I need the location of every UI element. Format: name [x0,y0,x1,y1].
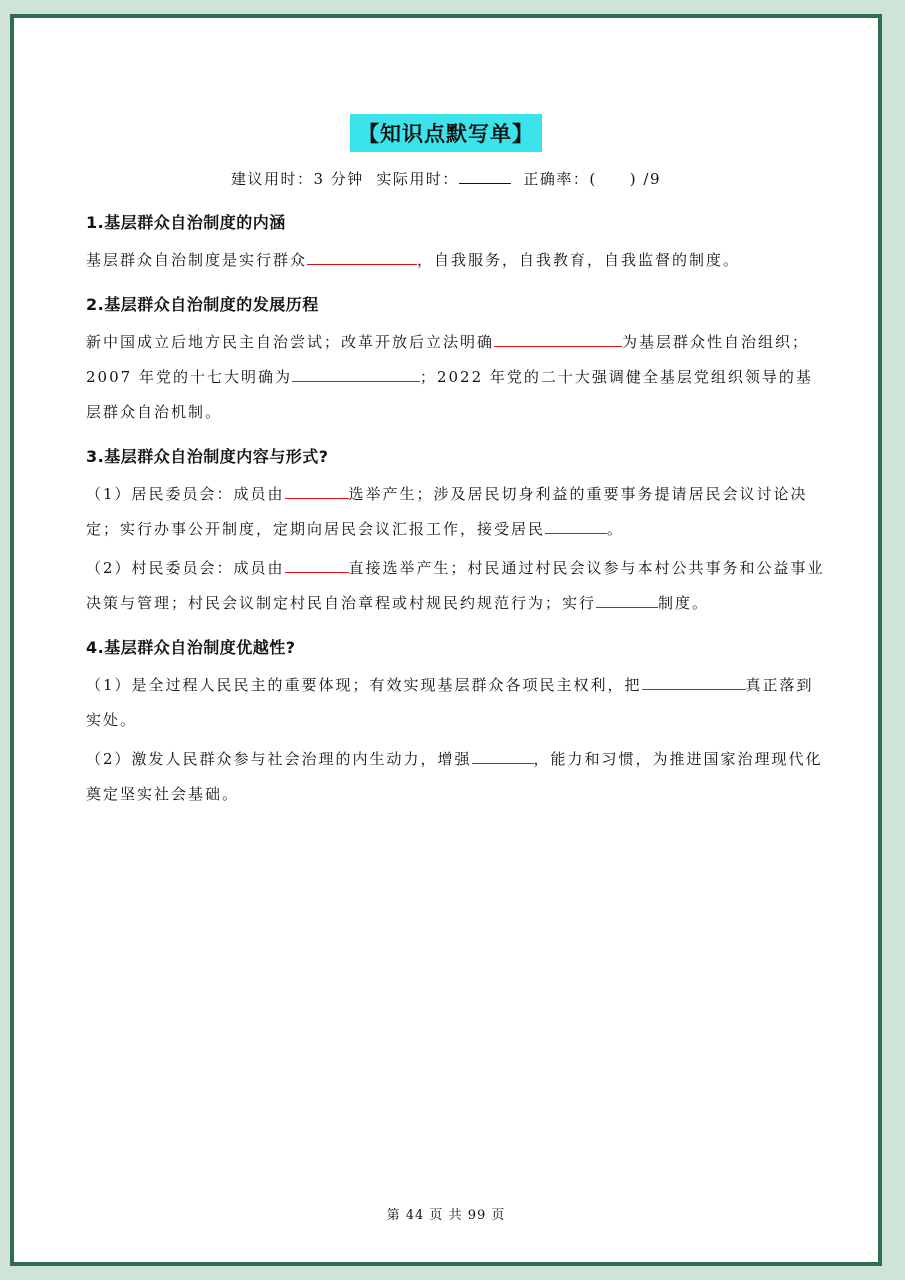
page-number: 第 44 页 共 99 页 [386,1208,506,1223]
title-wrap [14,114,878,152]
text: （1）是全过程人民民主的重要体现；有效实现基层群众各项民主权利，把 [86,676,642,694]
text: 基层群众自治制度是实行群众 [86,251,308,269]
text: ；2022 年党的二十大强调健全基层党组织领导的基层群众自治机制。 [86,368,813,421]
text: （2）村民委员会：成员由 [86,559,285,577]
fill-blank[interactable] [307,246,417,265]
text: ，能力和习惯，为推进国家治理现代化奠定坚实社会基础。 [86,750,823,803]
accuracy-label: 正确率：( ) /9 [523,170,661,188]
section-2-heading: 2.基层群众自治制度的发展历程 [86,295,319,314]
text: ，自我服务，自我教育，自我监督的制度。 [417,251,741,269]
text: 为基层群众性自治组织； [622,333,810,351]
suggested-time: 建议用时：3 分钟 [231,170,364,188]
section-1-heading: 1.基层群众自治制度的内涵 [86,213,286,232]
text: （2）激发人民群众参与社会治理的内生动力，增强 [86,750,472,768]
section-1-para [86,243,826,278]
section-3-para-1 [86,477,826,547]
actual-time-blank[interactable] [459,169,511,184]
text: 2007 年党的十七大明确为 [86,368,292,386]
fill-blank[interactable] [292,363,420,382]
section-4-para-1 [86,668,826,738]
content [86,210,826,816]
text: 。 [607,520,625,538]
page-frame [10,14,882,1266]
fill-blank[interactable] [545,515,607,534]
section-2-para [86,325,826,430]
section-3-heading: 3.基层群众自治制度内容与形式? [86,447,329,466]
section-4-heading: 4.基层群众自治制度优越性? [86,638,296,657]
text: 新中国成立后地方民主自治尝试；改革开放后立法明确 [86,333,495,351]
section-3-para-2 [86,551,826,621]
fill-blank[interactable] [285,554,349,573]
text: 制度。 [658,594,710,612]
text: 直接选举产生；村民通过村民会议参与本村公共事务和公益事业决策与管理；村民会议制定村民自治章程或村规民约规范行为；实行 [86,559,825,612]
fill-blank[interactable] [642,671,746,690]
actual-time-label: 实际用时： [376,170,459,188]
section-4-para-2 [86,742,826,812]
fill-blank[interactable] [472,745,534,764]
page-title: 【知识点默写单】 [350,114,542,152]
text: （1）居民委员会：成员由 [86,485,285,503]
fill-blank[interactable] [285,480,349,499]
fill-blank[interactable] [596,589,658,608]
text: 真正落到实处。 [86,676,814,729]
text: 选举产生；涉及居民切身利益的重要事务提请居民会议讨论决定；实行办事公开制度，定期向居民会议汇报工作，接受居民 [86,485,808,538]
meta-line [14,168,878,189]
fill-blank[interactable] [494,328,622,347]
